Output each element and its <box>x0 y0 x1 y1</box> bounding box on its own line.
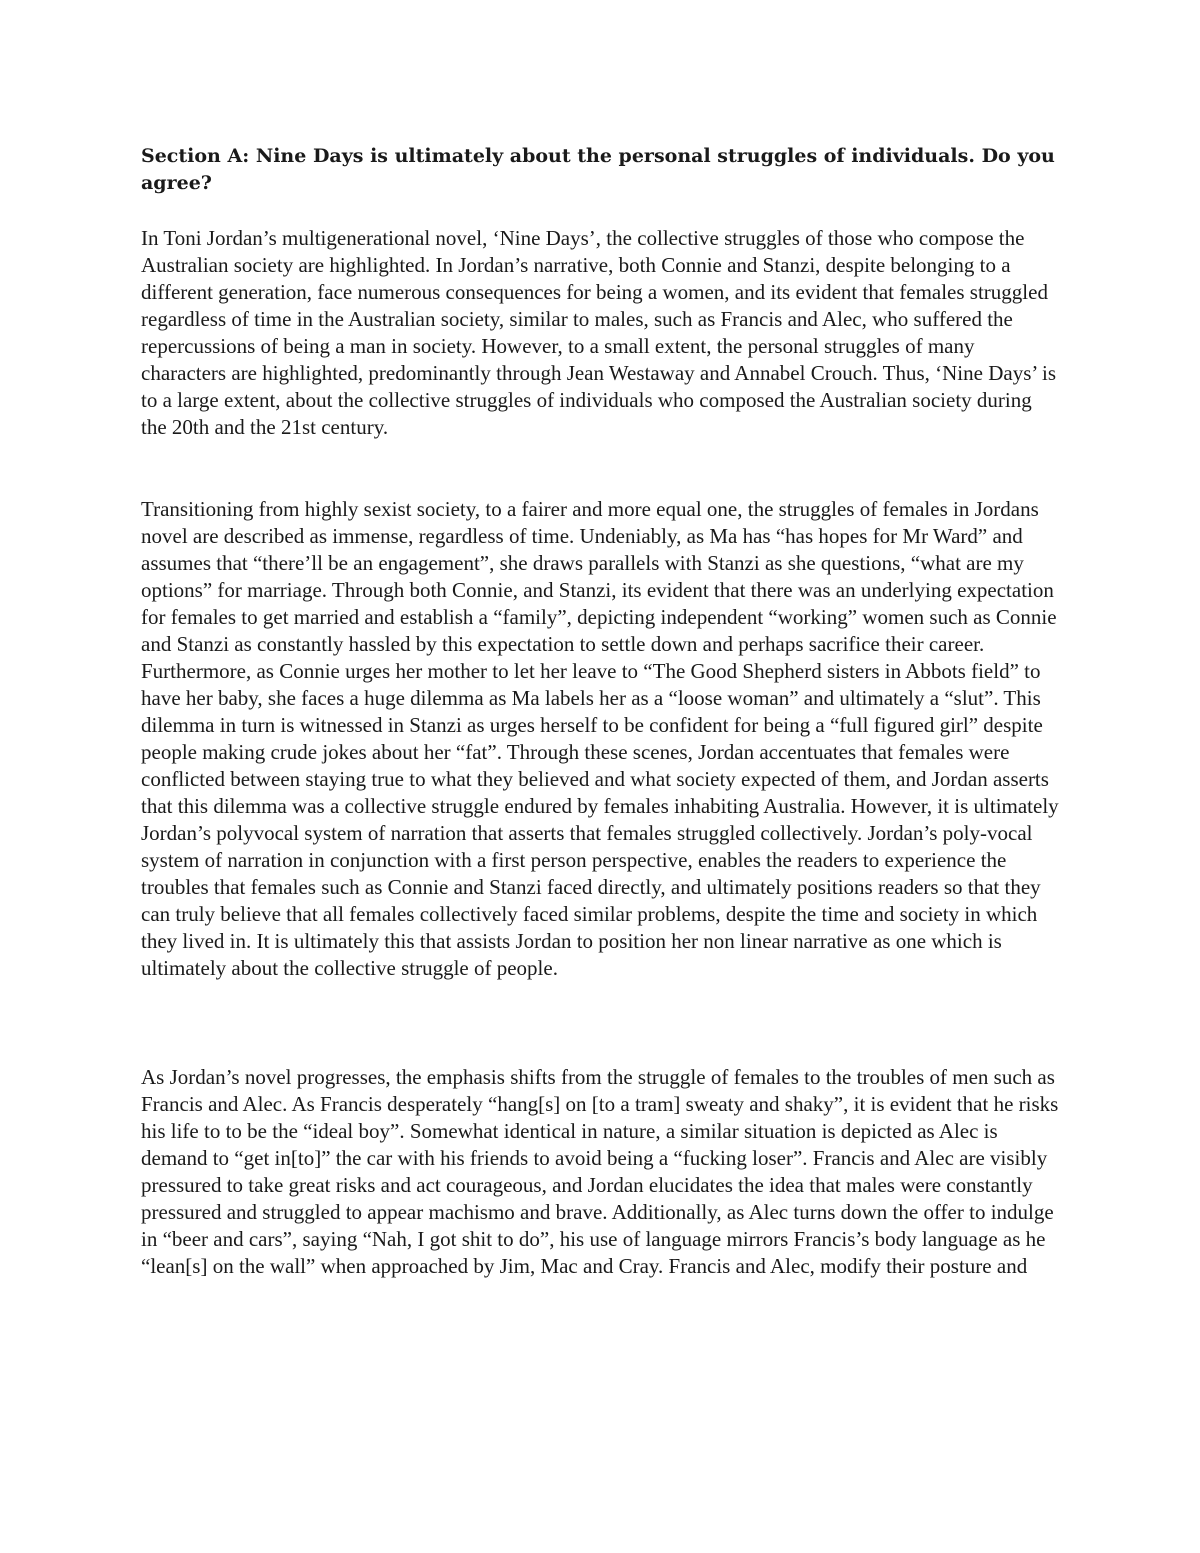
body-paragraph-females: Transitioning from highly sexist society, to a fairer and more equal one, the struggles of females in Jordans novel are described as immense, regardless of time. Undeniably, as Ma has “has hopes for Mr Ward” and assumes that “there’ll be an engagement”, she draws parallels with Stanzi as she questions, “what are my options” for marriage. Through both Connie, and Stanzi, its evident that there was an underlying expectation for females to get married and establish a “family”, depicting independent “working” women such as Connie and Stanzi as constantly hassled by this expectation to settle down and perhaps sacrifice their career. Furthermore, as Connie urges her mother to let her leave to “The Good Shepherd sisters in Abbots field” to have her baby, she faces a huge dilemma as Ma labels her as a “loose woman” and ultimately a “slut”. This dilemma in turn is witnessed in Stanzi as urges herself to be confident for being a “full figured girl” despite people making crude jokes about her “fat”. Through these scenes, Jordan accentuates that females were conflicted between staying true to what they believed and what society expected of them, and Jordan asserts that this dilemma was a collective struggle endured by females inhabiting Australia. However, it is ultimately Jordan’s polyvocal system of narration that asserts that females struggled collectively. Jordan’s poly-vocal system of narration in conjunction with a first person perspective, enables the readers to experience the troubles that females such as Connie and Stanzi faced directly, and ultimately positions readers so that they can truly believe that all females collectively faced similar problems, despite the time and society in which they lived in. It is ultimately this that assists Jordan to position her non linear narrative as one which is ultimately about the collective struggle of people. <box>141 497 1059 980</box>
body-paragraph-males: As Jordan’s novel progresses, the emphasis shifts from the struggle of females to the troubles of men such as Francis and Alec. As Francis desperately “hang[s] on [to a tram] sweaty and shaky”, it is evident that he risks his life to to be the “ideal boy”. Somewhat identical in nature, a similar situation is depicted as Alec is demand to “get in[to]” the car with his friends to avoid being a “fucking loser”. Francis and Alec are visibly pressured to take great risks and act courageous, and Jordan elucidates the idea that males were constantly pressured and struggled to appear machismo and brave. Additionally, as Alec turns down the offer to indulge in “beer and cars”, saying “Nah, I got shit to do”, his use of language mirrors Francis’s body language as he “lean[s] on the wall” when approached by Jim, Mac and Cray. Francis and Alec, modify their posture and <box>141 1065 1059 1278</box>
essay-body <box>141 143 1059 1280</box>
essay-heading: Section A: Nine Days is ultimately about the personal struggles of individuals. Do you agree? <box>141 145 1055 194</box>
intro-paragraph: In Toni Jordan’s multigenerational novel, ‘Nine Days’, the collective struggles of those who compose the Australian society are highlighted. In Jordan’s narrative, both Connie and Stanzi, despite belonging to a different generation, face numerous consequences for being a women, and its evident that females struggled regardless of time in the Australian society, similar to males, such as Francis and Alec, who suffered the repercussions of being a man in society. However, to a small extent, the personal struggles of many characters are highlighted, predominantly through Jean Westaway and Annabel Crouch. Thus, ‘Nine Days’ is to a large extent, about the collective struggles of individuals who composed the Australian society during the 20th and the 21st century. <box>141 226 1057 439</box>
